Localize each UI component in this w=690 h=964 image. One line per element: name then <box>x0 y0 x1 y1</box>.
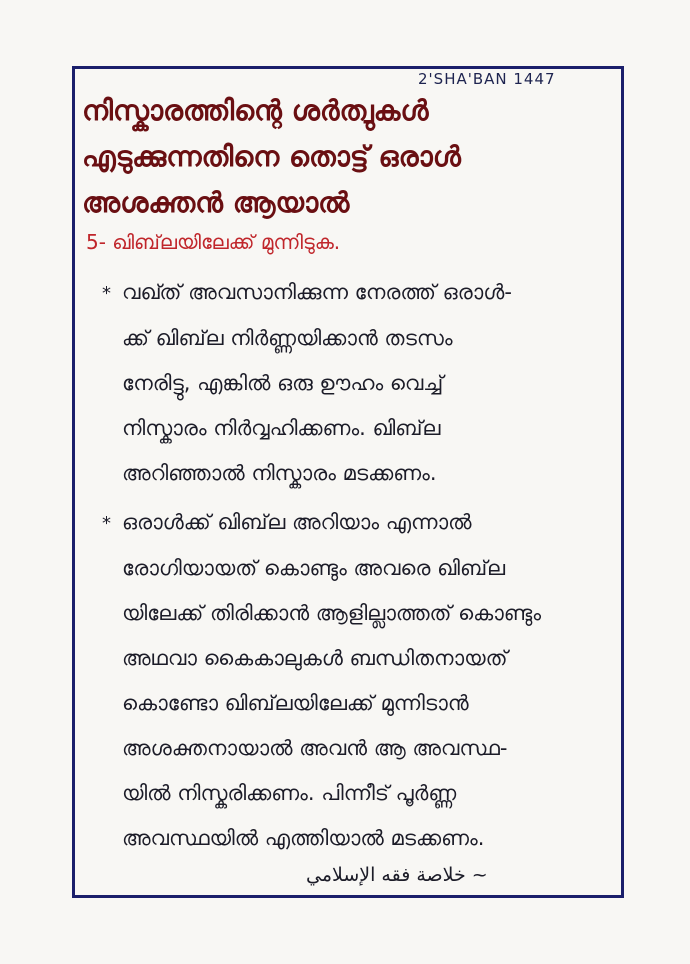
title-line: നിസ്കാരത്തിന്റെ ശർത്വുകൾ <box>82 94 429 127</box>
text-line: ക്ക് ഖിബ്‌ല നിർണ്ണയിക്കാൻ തടസം <box>122 326 453 350</box>
asterisk-bullet-icon: * <box>102 513 111 534</box>
text-line: അറിഞ്ഞാൽ നിസ്കാരം മടക്കണം. <box>122 461 437 485</box>
text-line: യിൽ നിസ്കരിക്കണം. പിന്നീട് പൂർണ്ണ <box>122 781 457 805</box>
title-line: അശക്തൻ ആയാൽ <box>82 186 350 219</box>
asterisk-bullet-icon: * <box>102 283 111 304</box>
text-line: രോഗിയായത് കൊണ്ടും അവരെ ഖിബ്‌ല <box>122 556 506 580</box>
text-line: നിസ്കാരം നിർവ്വഹിക്കണം. ഖിബ്‌ല <box>122 416 441 440</box>
text-line: * ഒരാൾക്ക് ഖിബ്‌ല അറിയാം എന്നാൽ <box>102 500 541 546</box>
text-line: അശക്തനായാൽ അവൻ ആ അവസ്ഥ- <box>122 736 508 760</box>
text-line: അവസ്ഥയിൽ എത്തിയാൽ മടക്കണം. <box>122 826 485 850</box>
paragraph-one <box>102 270 512 496</box>
text-line: കൊണ്ടോ ഖിബ്‌ലയിലേക്ക് മുന്നിടാൻ <box>122 691 469 715</box>
section-heading: 5- ഖിബ്‌ലയിലേക്ക് മുന്നിടുക. <box>86 230 341 254</box>
text-line: അഥവാ കൈകാലുകൾ ബന്ധിതനായത് <box>122 646 508 670</box>
paragraph-two <box>102 500 541 861</box>
hijri-date: 2'SHA'BAN 1447 <box>418 70 556 88</box>
title-line: എടുക്കുന്നതിനെ തൊട്ട് ഒരാൾ <box>82 140 461 173</box>
text-line: യിലേക്ക് തിരിക്കാൻ ആളില്ലാത്തത് കൊണ്ടും <box>122 601 542 625</box>
text-line: നേരിട്ടു, എങ്കിൽ ഒരു ഊഹം വെച്ച് <box>122 371 444 395</box>
text-line: * വഖ്ത് അവസാനിക്കുന്ന നേരത്ത് ഒരാൾ- <box>102 270 512 316</box>
page-title <box>82 88 602 226</box>
source-reference: ~ خلاصة فقه الإسلامي <box>306 864 488 886</box>
